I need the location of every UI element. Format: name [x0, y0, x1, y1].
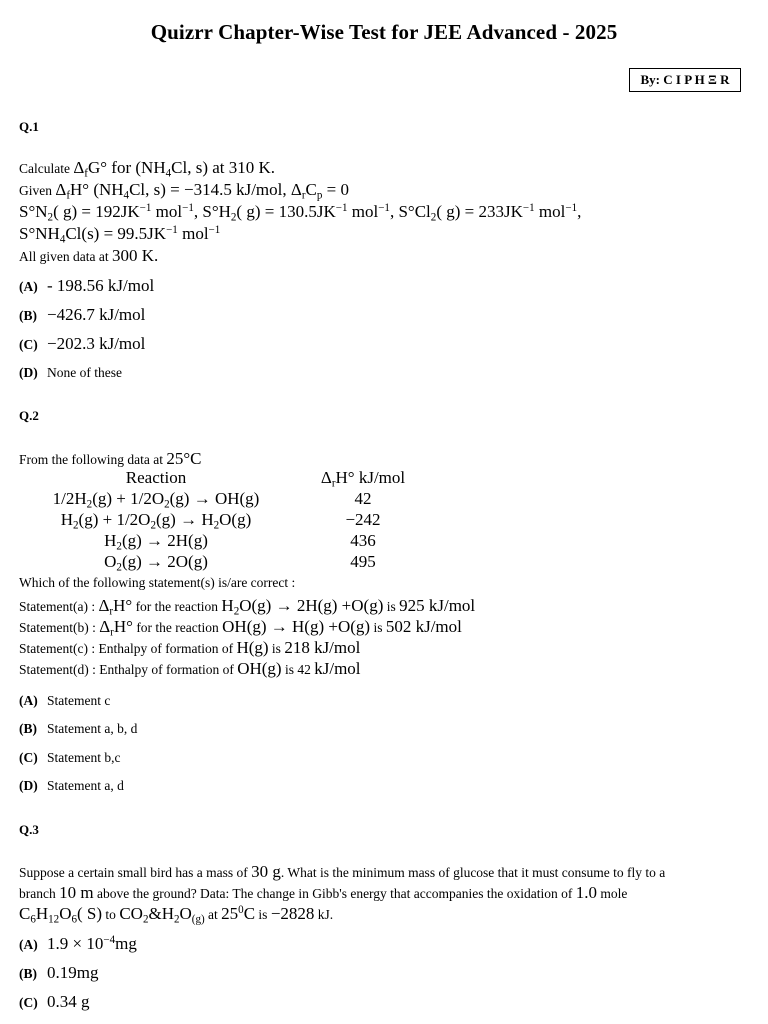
q2-statement-d: Statement(d) : Enthalpy of formation of OH(g) is 42 kJ/mol: [19, 659, 361, 678]
q1-option-c[interactable]: [19, 334, 145, 354]
option-letter: (A): [19, 693, 38, 708]
reaction-eq: $1/2H_2(g) + 1/2O_2(g) \to OH(g)$: [52, 488, 260, 510]
table-row: [19, 530, 423, 551]
option-text: Statement a, d: [47, 778, 124, 793]
option-letter: (B): [19, 721, 37, 736]
q1-line-4: $S^\circ NH_4Cl(s) = 99.5JK^{-1}$ mol$^{-1}$: [19, 223, 221, 246]
q2-option-c[interactable]: [19, 749, 120, 767]
option-letter: (B): [19, 966, 37, 981]
q3-line-3: $C_6H_{12}O_6$( S) to $CO_2\&H_2O_{(g)}$ at $25^0C$ is −2828 kJ.: [19, 903, 334, 926]
q2-statement-b: Statement(b) : $\Delta_rH^\circ$ for the reaction OH(g) → H(g) +O(g) is 502 kJ/mol: [19, 617, 462, 639]
table-row: [19, 551, 423, 572]
page-title: Quizrr Chapter-Wise Test for JEE Advanced - 2025: [150, 20, 618, 44]
q2-option-a[interactable]: [19, 692, 110, 710]
q2-statement-a: Statement(a) : $\Delta_rH^\circ$ for the reaction $H_2O(g) \to 2H(g) +O(g)$ is 925 kJ/mol: [19, 596, 476, 618]
option-letter: (A): [19, 279, 38, 294]
question-2-label: Q.2: [19, 408, 39, 423]
option-text: 0.19mg: [47, 963, 99, 982]
q1-line-1: Calculate $\Delta_fG^\circ$ for ($NH_4Cl$, s) at 310 K.: [19, 158, 276, 180]
q3-option-c[interactable]: [19, 992, 90, 1012]
q2-statement-c: Statement(c) : Enthalpy of formation of H(g) is 218 kJ/mol: [19, 638, 361, 657]
reaction-value: −242: [345, 509, 381, 529]
option-letter: (B): [19, 308, 37, 323]
question-1-label: Q.1: [19, 119, 39, 134]
table-header-reaction: Reaction: [125, 467, 187, 487]
option-text: −426.7 kJ/mol: [47, 305, 146, 324]
author-box: By: C I P H Ξ R: [629, 68, 741, 92]
reaction-value: 42: [354, 488, 372, 508]
reaction-table: [19, 467, 423, 572]
question-3-label: Q.3: [19, 822, 39, 837]
reaction-eq: $O_2(g) \to 2O(g)$: [104, 551, 208, 573]
q1-line-3: $S^\circ N_2$( $g) = 192JK^{-1}$ mol$^{-1}$, $S^\circ H_2$( $g) = 130.5JK^{-1}$ mol$^{-1}$, $S^\circ Cl_2$( $g) = 233JK^{-1}$ mol$^{-1}$,: [19, 201, 582, 224]
q1-option-b[interactable]: [19, 305, 145, 325]
option-letter: (C): [19, 995, 38, 1010]
option-text: −202.3 kJ/mol: [47, 334, 146, 353]
option-text: None of these: [47, 365, 122, 380]
reaction-value: 436: [350, 530, 376, 550]
option-letter: (C): [19, 750, 38, 765]
option-letter: (D): [19, 778, 38, 793]
q2-option-d[interactable]: [19, 777, 124, 795]
table-row: [19, 488, 423, 509]
q1-line-2: Given $\Delta_fH^\circ$ ($NH_4Cl$, s) = −314.5 kJ/mol, $\Delta_rC_p = 0$: [19, 180, 349, 202]
option-letter: (D): [19, 365, 38, 380]
option-text: Statement a, b, d: [47, 721, 138, 736]
q1-option-a[interactable]: [19, 276, 154, 296]
q3-line-1: Suppose a certain small bird has a mass of 30 g. What is the minimum mass of glucose that it must consume to fly to a: [19, 862, 666, 881]
q3-option-a[interactable]: (A) $1.9 \times 10^{-4}mg$: [19, 933, 137, 953]
option-text: 0.34 g: [47, 992, 90, 1011]
table-row: [19, 509, 423, 530]
q3-option-b[interactable]: [19, 963, 98, 983]
option-text: Statement c: [47, 693, 111, 708]
table-header-row: [19, 467, 423, 488]
option-letter: (C): [19, 337, 38, 352]
option-text: - 198.56 kJ/mol: [47, 276, 155, 295]
option-text: Statement b,c: [47, 750, 121, 765]
reaction-eq: $H_2(g) \to 2H(g)$: [104, 530, 208, 552]
q2-question: Which of the following statement(s) is/are correct :: [19, 575, 296, 590]
q2-option-b[interactable]: [19, 720, 137, 738]
q1-line-5: All given data at 300 K.: [19, 246, 159, 265]
option-letter: (A): [19, 937, 38, 952]
reaction-value: 495: [350, 551, 376, 571]
reaction-eq: $H_2(g) + 1/2O_2(g) \to H_2O(g)$: [60, 509, 252, 531]
table-header-value: $\Delta_rH^\circ$ kJ/mol: [320, 467, 406, 489]
q3-line-2: branch 10 m above the ground? Data: The change in Gibb's energy that accompanies the oxidation of 1.0 mole: [19, 883, 628, 902]
q1-option-d[interactable]: [19, 364, 122, 382]
q2-intro: From the following data at 25°C: [19, 449, 202, 468]
